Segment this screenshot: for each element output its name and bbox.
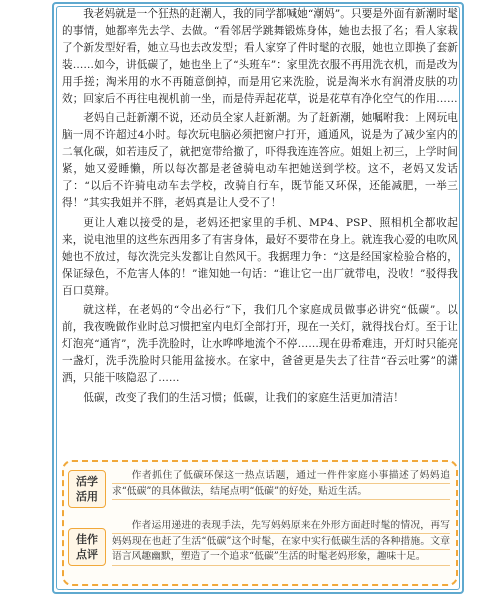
essay-paragraph-4: 就这样，在老妈的“令出必行”下，我们几个家庭成员做事必讲究“低碳”。以前，我夜晚做作业时总习惯把室内电灯全部打开，现在一关灯，就得找台灯。至于让灯泡亮“通宵”，洗手洗脸时，让水哗哗地流个不停……现在毋希难违，开灯时只能亮一盏灯，洗手洗脸时只能用盆接水。在家中，爸爸更是失去了往昔“吞云吐雾”的潇洒，只能干咳隐忍了…… (62, 304, 459, 385)
comment-application (68, 468, 450, 510)
comment-label-review (68, 528, 106, 566)
comment-label-application (68, 470, 106, 508)
comment-label-line: 活学 (76, 475, 98, 488)
comment-text-application: 作者抓住了低碳环保这一热点话题，通过一件件家庭小事描述了妈妈追求“低碳”的具体做法，结尾点明“低碳”的好处，贴近生活。 (112, 470, 450, 497)
comment-text-review: 作者运用递进的表现手法，先写妈妈原来在外形方面赶时髦的情况，再写妈妈现在也赶了生活“低碳”这个时髦，在家中实行低碳生活的各种措施。文章语言风趣幽默，塑造了一个追求“低碳”生活的时髦老妈形象，趣味十足。 (112, 520, 450, 563)
comment-label-line: 佳作 (76, 533, 98, 546)
essay-paragraph-3: 更让人难以接受的是，老妈还把家里的手机、MP4、PSP、照相机全都收起来，说电池里的这些东西用多了有害身体，最好不要带在身上。就连我心爱的电吹风她也不放过，每次洗完头发都让自然风干。我据理力争：“这是经国家检验合格的，保证绿色，不危害人体的！”谁知她一句话：“谁让它一出厂就带电，没收！”驳得我百口莫辩。 (62, 216, 458, 297)
comment-review (68, 518, 450, 582)
essay-body (62, 6, 458, 407)
ruled-line (112, 565, 450, 566)
comment-label-line: 活用 (76, 490, 98, 503)
essay-paragraph-2: 老妈自己赶新潮不说，还动员全家人赶新潮。为了赶新潮，她嘱咐我：上网玩电脑一周不许超过4小时。每次玩电脑必须把窗户打开，通通风，说是为了减少室内的二氧化碳，如若违反了，就把宽带给撤了，吓得我连连答应。姐姐上初三，上学时间紧，她又爱睡懒，所以每次都是老爸骑电动车把她送到学校。这不，老妈又发话了：“以后不许骑电动车去学校，改骑自行车，既节能又环保，还能减肥，一举三得！”其实我姐并不胖，老妈真是让人受不了！ (62, 112, 458, 209)
essay-paragraph-1: 我老妈就是一个狂热的赶潮人，我的同学都喊她“潮妈”。只要是外面有新潮时髦的事情，她都率先去学、去做。“看邻居学跳舞锻炼身体，她也去报了名；看人家栽了个新发型好看，她立马也去改发型；看人家穿了件时髦的衣服，她也立即换了套新装……如今，讲低碳了，她也坐上了“头班车”：家里洗衣服不再用洗衣机，而是改为用手搓；淘米用的水不再随意倒掉，而是用它来洗脸，说是淘米水有润滑皮肤的功效；回家后不再往电视机前一坐，而是侍弄起花草，说是花草有净化空气的作用…… (62, 8, 459, 105)
comment-label-line: 点评 (76, 548, 98, 561)
commentary-box (62, 460, 458, 586)
essay-paragraph-5: 低碳，改变了我们的生活习惯；低碳，让我们的家庭生活更加清洁！ (83, 391, 404, 404)
